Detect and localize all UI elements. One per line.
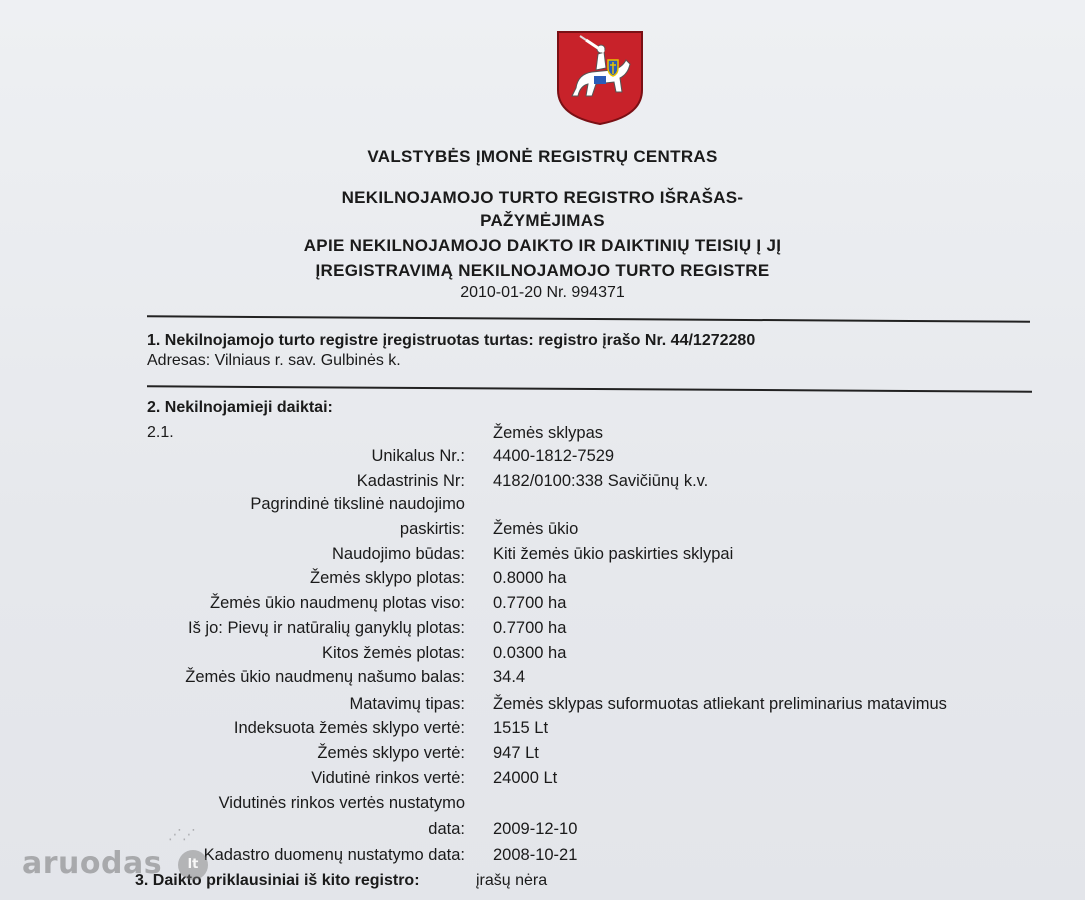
document-date-number: 2010-01-20 Nr. 994371 [460, 284, 625, 301]
field-label: data: [428, 820, 465, 838]
field-label: Kadastrinis Nr: [356, 472, 465, 490]
field-label: Iš jo: Pievų ir natūralių ganyklų plotas: [188, 619, 465, 637]
field-label: Žemės ūkio naudmenų našumo balas: [185, 668, 465, 686]
field-label: Matavimų tipas: [349, 695, 465, 713]
field-label: paskirtis: [399, 520, 465, 538]
organization-name: VALSTYBĖS ĮMONĖ REGISTRŲ CENTRAS [367, 147, 718, 166]
field-label: Kitos žemės plotas: [321, 644, 465, 662]
field-value: 0.8000 ha [493, 569, 567, 587]
section-2-title: 2. Nekilnojamieji daiktai: [147, 399, 333, 416]
field-value: 0.7700 ha [493, 619, 567, 637]
field-value: 1515 Lt [493, 719, 549, 737]
watermark-dots: ⋰⋰ [168, 826, 196, 842]
field-value: Žemės ūkio [493, 520, 579, 538]
field-value: 24000 Lt [493, 769, 558, 787]
field-label: Vidutinė rinkos vertė: [311, 769, 465, 787]
field-label: Žemės ūkio naudmenų plotas viso: [210, 594, 465, 612]
field-value: 2008-10-21 [493, 846, 578, 864]
document-title-line-1: NEKILNOJAMOJO TURTO REGISTRO IŠRAŠAS- [341, 188, 744, 207]
field-value: 34.4 [493, 668, 526, 686]
section-1-title: 1. Nekilnojamojo turto registre įregistruotas turtas: registro įrašo Nr. 44/1272280 [147, 332, 756, 349]
field-label: Unikalus Nr.: [371, 447, 465, 465]
section-3-value: įrašų nėra [476, 872, 548, 889]
field-label: Pagrindinė tikslinė naudojimo [250, 495, 465, 513]
field-label: Naudojimo būdas: [332, 545, 465, 563]
field-label: Kadastro duomenų nustatymo data: [203, 846, 465, 864]
document-title-line-2: PAŽYMĖJIMAS [480, 211, 605, 230]
divider-line [147, 385, 1032, 392]
field-value: 947 Lt [493, 744, 539, 762]
item-number: 2.1. [147, 424, 174, 441]
field-value: 4400-1812-7529 [493, 447, 615, 465]
item-type: Žemės sklypas [493, 424, 604, 442]
document-title-line-4: ĮREGISTRAVIMĄ NEKILNOJAMOJO TURTO REGISTRE [315, 261, 770, 280]
section-3-title: 3. Daikto priklausiniai iš kito registro: [135, 872, 420, 889]
field-value: 2009-12-10 [493, 820, 578, 838]
field-value: Kiti žemės ūkio paskirties sklypai [493, 545, 734, 563]
watermark-badge: lt [178, 850, 208, 880]
field-value: Žemės sklypas suformuotas atliekant preliminarius matavimus [493, 695, 947, 713]
field-label: Indeksuota žemės sklypo vertė: [233, 719, 465, 737]
field-value: 0.7700 ha [493, 594, 567, 612]
divider-line [147, 315, 1030, 322]
field-value: 4182/0100:338 Savičiūnų k.v. [493, 472, 709, 490]
document-title-line-3: APIE NEKILNOJAMOJO DAIKTO IR DAIKTINIŲ TEISIŲ Į JĮ [303, 236, 782, 255]
field-label: Žemės sklypo vertė: [317, 744, 465, 762]
watermark-logo: aruodas [22, 846, 163, 881]
field-label: Žemės sklypo plotas: [310, 569, 465, 587]
coat-of-arms-icon [556, 30, 644, 126]
section-1-address: Adresas: Vilniaus r. sav. Gulbinės k. [147, 352, 401, 369]
field-label: Vidutinės rinkos vertės nustatymo [218, 794, 465, 812]
field-value: 0.0300 ha [493, 644, 567, 662]
